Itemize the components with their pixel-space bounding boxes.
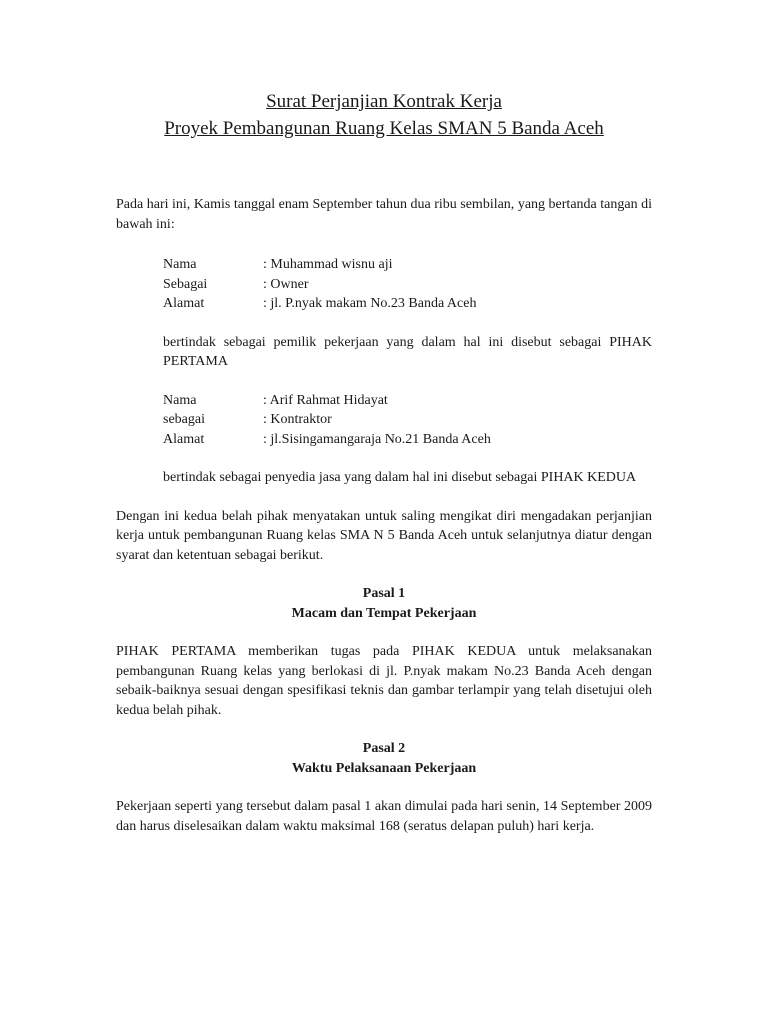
pasal2-heading: Waktu Pelaksanaan Pekerjaan xyxy=(291,760,477,776)
party2-value: : Arif Rahmat Hidayat xyxy=(263,392,388,408)
pasal1-body: PIHAK PERTAMA memberikan tugas pada PIHAK KEDUA untuk melaksanakan pembangunan Ruang kelas yang berlokasi di jl. P.nyak makam No.23 Banda Aceh dengan sebaik-baiknya sesuai dengan spesifikasi teknis dan gambar terlampir yang telah disetujui oleh kedua belah pihak. xyxy=(116,644,652,718)
document-page xyxy=(116,88,652,836)
party2-row xyxy=(163,430,652,450)
party2-key: sebagai xyxy=(163,412,205,427)
party1-role: bertindak sebagai pemilik pekerjaan yang dalam hal ini disebut sebagai PIHAK PERTAMA xyxy=(163,334,652,369)
party2-row xyxy=(163,410,652,430)
party2-key: Nama xyxy=(163,392,197,408)
party2-details xyxy=(163,391,652,488)
party2-row xyxy=(163,391,652,411)
party1-key: Sebagai xyxy=(163,276,208,292)
party1-value: : jl. P.nyak makam No.23 Banda Aceh xyxy=(263,296,477,311)
party1-row xyxy=(163,275,652,295)
pasal2-body: Pekerjaan seperti yang tersebut dalam pasal 1 akan dimulai pada hari senin, 14 September 2009 dan harus diselesaikan dalam waktu maksimal 168 (seratus delapan puluh) hari kerja. xyxy=(116,799,652,834)
party2-role: bertindak sebagai penyedia jasa yang dalam hal ini disebut sebagai PIHAK KEDUA xyxy=(163,470,637,485)
party2-value: : jl.Sisingamangaraja No.21 Banda Aceh xyxy=(263,431,491,447)
party2-value: : Kontraktor xyxy=(263,412,332,427)
party1-row xyxy=(163,255,652,275)
party1-row xyxy=(163,294,652,314)
pasal1-heading: Macam dan Tempat Pekerjaan xyxy=(291,605,477,621)
party1-value: : Owner xyxy=(263,276,309,292)
intro-paragraph: Pada hari ini, Kamis tanggal enam September tahun dua ribu sembilan, yang bertanda tangan di bawah ini: xyxy=(116,197,652,232)
party2-key: Alamat xyxy=(163,431,205,447)
title-line-1: Surat Perjanjian Kontrak Kerja xyxy=(266,91,502,112)
title-line-2: Proyek Pembangunan Ruang Kelas SMAN 5 Banda Aceh xyxy=(164,118,604,139)
agreement-paragraph: Dengan ini kedua belah pihak menyatakan untuk saling mengikat diri mengadakan perjanjian kerja untuk pembangunan Ruang kelas SMA N 5 Banda Aceh untuk selanjutnya diatur dengan syarat dan ketentuan sebagai berikut. xyxy=(116,508,652,563)
pasal1-number: Pasal 1 xyxy=(362,586,406,601)
party1-key: Alamat xyxy=(163,296,205,311)
pasal2-number: Pasal 2 xyxy=(362,741,406,756)
party1-value: : Muhammad wisnu aji xyxy=(263,257,393,272)
party1-key: Nama xyxy=(163,257,197,272)
party1-details xyxy=(163,255,652,372)
